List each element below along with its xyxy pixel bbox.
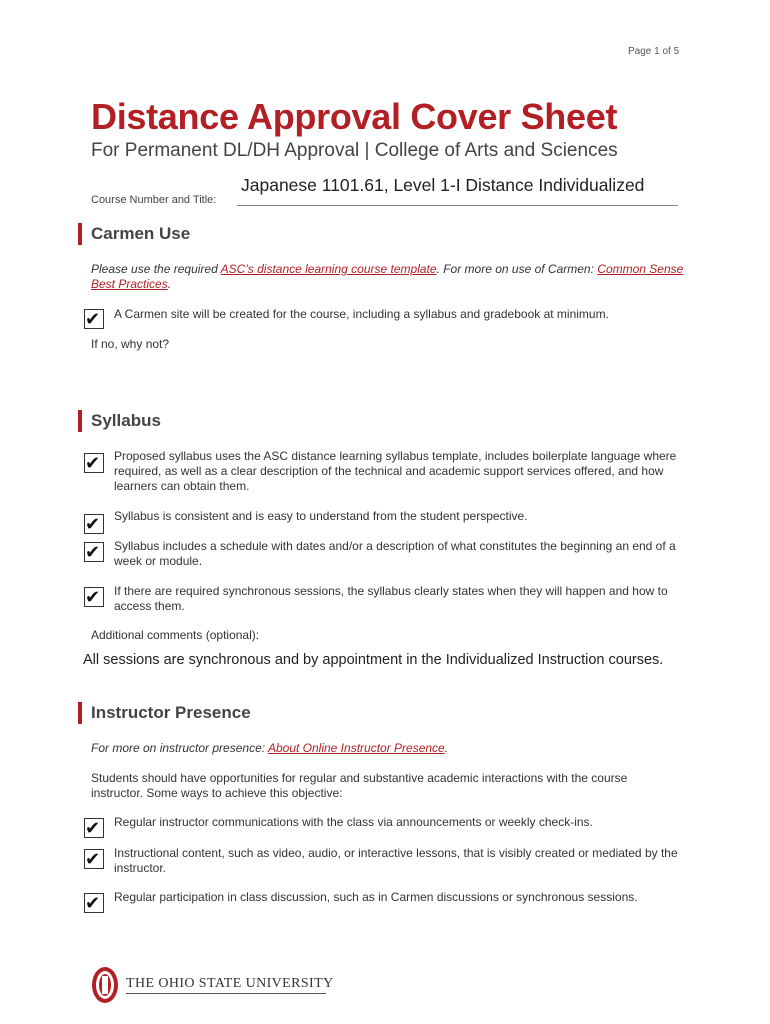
carmen-checkbox-1[interactable]: ✔ [84,309,104,329]
instructor-checkbox-1[interactable]: ✔ [84,818,104,838]
syllabus-checkbox-1[interactable]: ✔ [84,453,104,473]
common-sense-link[interactable]: Common Sense Best Practices [91,262,684,291]
syllabus-item-3: Syllabus includes a schedule with dates and/or a description of what constitutes the beginning an end of a week or module. [114,539,676,568]
syllabus-checkbox-4[interactable]: ✔ [84,587,104,607]
carmen-note-text: Please use the required [91,262,221,276]
page-number: Page 1 of 5 [628,46,680,57]
instructor-checkbox-3[interactable]: ✔ [84,893,104,913]
instructor-note-suffix: . [444,741,449,755]
instructor-presence-link[interactable]: About Online Instructor Presence [267,741,445,755]
syllabus-heading: Syllabus [91,411,161,430]
instructor-note [91,741,691,756]
carmen-if-no: If no, why not? [91,337,170,351]
page-title: Distance Approval Cover Sheet [91,96,618,137]
syllabus-item-2: Syllabus is consistent and is easy to understand from the student perspective. [114,509,528,523]
asc-template-link[interactable]: ASC’s distance learning course template [220,262,437,276]
course-underline [237,205,678,206]
instructor-section-bar [78,702,82,724]
carmen-note [91,262,691,292]
carmen-item-1: A Carmen site will be created for the course, including a syllabus and gradebook at minimum. [114,307,609,321]
instructor-note-text: For more on instructor presence: [91,741,268,755]
carmen-section-bar [78,223,82,245]
syllabus-section-bar [78,410,82,432]
instructor-intro: Students should have opportunities for regular and substantive academic interactions with the course instructor. Some ways to achieve this objective: [91,771,628,800]
carmen-note-suffix: . [167,277,172,291]
carmen-heading: Carmen Use [91,224,191,243]
university-name: THE OHIO STATE UNIVERSITY [126,976,334,991]
syllabus-comments-label: Additional comments (optional): [91,628,260,642]
instructor-heading: Instructor Presence [91,703,251,722]
carmen-note-text-mid: . For more on use of Carmen: [436,262,598,276]
course-field[interactable]: Japanese 1101.61, Level 1-I Distance Individualized [241,175,645,195]
ohio-state-logo-icon [91,966,119,1009]
syllabus-checkbox-2[interactable]: ✔ [84,514,104,534]
instructor-checkbox-2[interactable]: ✔ [84,849,104,869]
instructor-item-2: Instructional content, such as video, audio, or interactive lessons, that is visibly created or mediated by the instructor. [114,846,678,875]
instructor-item-1: Regular instructor communications with the class via announcements or weekly check-ins. [114,815,593,829]
syllabus-checkbox-3[interactable]: ✔ [84,542,104,562]
university-rule [126,993,326,994]
course-label: Course Number and Title: [91,194,217,206]
instructor-item-3: Regular participation in class discussion, such as in Carmen discussions or synchronous sessions. [114,890,638,904]
syllabus-item-1: Proposed syllabus uses the ASC distance learning syllabus template, includes boilerplate language where required, as well as a clear description of the technical and academic support services offered, and how learners can obtain them. [114,449,677,493]
syllabus-item-4: If there are required synchronous sessions, the syllabus clearly states when they will happen and how to access them. [114,584,668,613]
page-subtitle: For Permanent DL/DH Approval | College of Arts and Sciences [91,140,618,161]
syllabus-comments-field[interactable]: All sessions are synchronous and by appointment in the Individualized Instruction courses. [83,652,664,668]
